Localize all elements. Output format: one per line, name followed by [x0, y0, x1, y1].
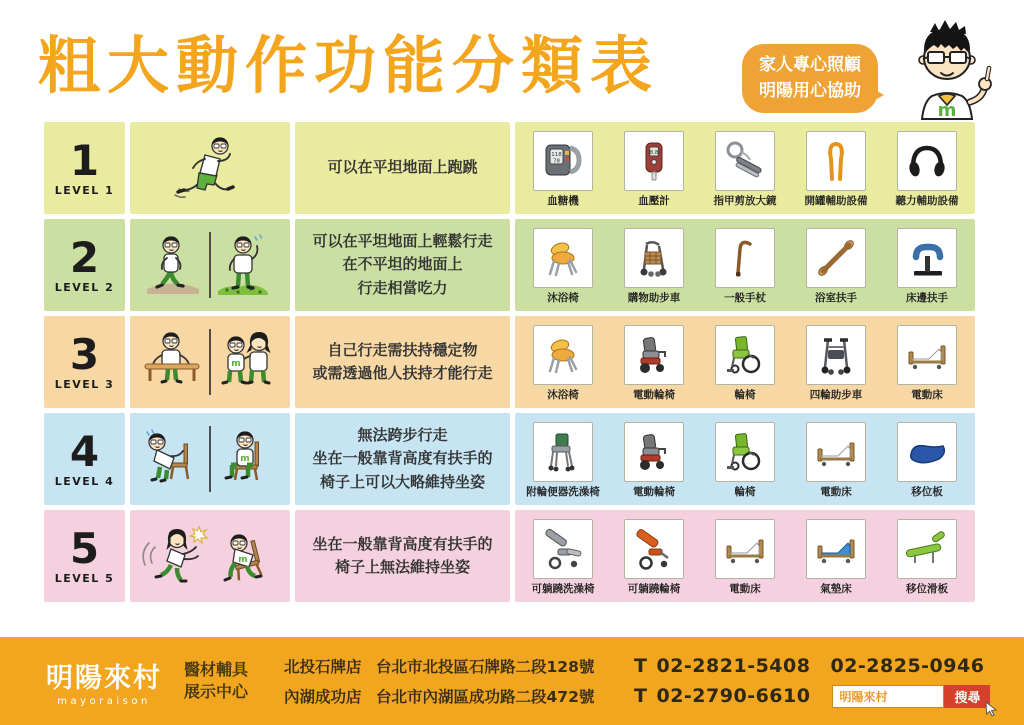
product-item: [882, 519, 972, 596]
footer: [0, 637, 1024, 725]
level-number: 1: [69, 135, 100, 185]
products-cell: [515, 122, 975, 214]
product-item: [700, 519, 790, 596]
store-row-neihu: [284, 685, 1004, 708]
product-item: [882, 228, 972, 305]
product-label: 沐浴椅: [547, 388, 579, 401]
description-cell: [295, 219, 510, 311]
brand-subtitle: [184, 659, 248, 704]
description-line: 椅子上可以大略維持坐姿: [319, 472, 485, 491]
description-line: 無法跨步行走: [357, 426, 448, 445]
store-phone: T 02-2790-6610: [634, 685, 811, 707]
description-line: 在不平坦的地面上: [342, 255, 463, 274]
level-cell: [44, 413, 125, 505]
product-item: [700, 422, 790, 499]
store-name: 內湖成功店: [284, 688, 362, 706]
product-label: 附輪便器洗澡椅: [526, 485, 600, 498]
product-label: 購物助步車: [627, 291, 681, 304]
level-row: [44, 413, 975, 505]
product-item: [609, 325, 699, 402]
description-line: 可以在平坦地面上跑跳: [327, 158, 478, 177]
cane-icon: [715, 228, 775, 288]
air-mattress-icon: [806, 519, 866, 579]
bed-rail-icon: [897, 228, 957, 288]
product-label: 電動床: [911, 388, 943, 401]
product-label: 可躺蹺輪椅: [627, 582, 681, 595]
svg-text:118: 118: [551, 151, 562, 158]
level-cell: [44, 219, 125, 311]
level-label: LEVEL 4: [54, 474, 115, 488]
product-label: 床邊扶手: [906, 291, 948, 304]
shower-chair-icon: [533, 325, 593, 385]
product-item: [791, 325, 881, 402]
description-line: 或需透過他人扶持才能行走: [312, 364, 493, 382]
brand-logo-en: mayoraison: [57, 695, 151, 707]
power-wheelchair-icon: [624, 325, 684, 385]
mascot-illustration: [888, 16, 1006, 120]
product-label: 開罐輔助設備: [804, 194, 868, 207]
level-label: LEVEL 5: [54, 571, 115, 585]
search-widget: [832, 685, 990, 708]
brand-block: [46, 656, 162, 707]
product-label: 血糖機: [547, 194, 579, 207]
glucose-meter-icon: [533, 131, 593, 191]
page-title: 粗大動作功能分類表: [38, 29, 660, 102]
level-row: [44, 122, 975, 214]
product-label: 沐浴椅: [547, 291, 579, 304]
level-cell: [44, 510, 125, 602]
product-item: [791, 422, 881, 499]
slide-board-icon: [897, 519, 957, 579]
product-label: 氣墊床: [820, 582, 852, 595]
power-wheelchair-icon: [624, 422, 684, 482]
product-label: 聽力輔助設備: [895, 194, 959, 207]
brand-logo: 明陽來村: [46, 662, 162, 694]
level-number: 3: [69, 329, 100, 379]
commode-chair-icon: [533, 422, 593, 482]
description-cell: [295, 122, 510, 214]
product-label: 電動床: [820, 485, 852, 498]
search-button[interactable]: 搜尋: [944, 685, 990, 708]
wheelchair-icon: [715, 422, 775, 482]
level-row: [44, 316, 975, 408]
store-address: 台北市內湖區成功路二段472號: [376, 688, 595, 706]
description-line: 行走相當吃力: [357, 278, 448, 297]
product-label: 移位板: [911, 485, 943, 498]
product-item: [518, 325, 608, 402]
description-cell: [295, 413, 510, 505]
svg-text:m: m: [937, 100, 957, 120]
rollator-icon: [806, 325, 866, 385]
description-line: 椅子上無法維持坐姿: [334, 558, 470, 576]
product-item: [518, 422, 608, 499]
product-item: [882, 325, 972, 402]
svg-text:m: m: [238, 555, 248, 565]
store-address: 台北市北投區石牌路二段128號: [376, 657, 595, 676]
description-line: 自己行走需扶持穩定物: [327, 340, 478, 359]
level-number: 5: [69, 523, 100, 573]
level-number: 2: [69, 232, 100, 282]
recline-wheelchair-icon: [624, 519, 684, 579]
product-item: [609, 228, 699, 305]
level-row: [44, 219, 975, 311]
level-cell: [44, 316, 125, 408]
chair-two-panel-illustration: [130, 413, 290, 505]
svg-text:m: m: [240, 454, 250, 464]
product-item: [791, 131, 881, 208]
product-label: 移位滑板: [906, 582, 948, 595]
level-number: 4: [69, 426, 100, 476]
store-phone: T 02-2821-5408: [634, 654, 811, 677]
product-item: [700, 325, 790, 402]
product-label: 電動床: [729, 582, 761, 595]
level-row: [44, 510, 975, 602]
product-item: [791, 228, 881, 305]
running-illustration: [130, 122, 290, 214]
description-line: 坐在一般靠背高度有扶手的: [312, 449, 493, 468]
product-label: 電動輪椅: [633, 388, 675, 401]
electric-bed-icon: [897, 325, 957, 385]
description-line: 可以在平坦地面上輕鬆行走: [312, 232, 493, 251]
product-label: 可躺蹺洗澡椅: [531, 582, 595, 595]
falling-illustration: [130, 510, 290, 602]
svg-text:78: 78: [553, 158, 560, 164]
product-item: [882, 422, 972, 499]
shower-chair-icon: [533, 228, 593, 288]
products-cell: [515, 413, 975, 505]
product-item: [518, 228, 608, 305]
brand-subtitle-line1: 醫材輔具: [184, 659, 249, 679]
product-item: [882, 131, 972, 208]
products-cell: [515, 219, 975, 311]
walking-two-panel-illustration: [130, 219, 290, 311]
product-label: 浴室扶手: [815, 291, 857, 304]
description-cell: [295, 510, 510, 602]
recline-shower-chair-icon: [533, 519, 593, 579]
product-item: [609, 519, 699, 596]
headphones-icon: [897, 131, 957, 191]
slogan-line1: 家人專心照顧: [759, 55, 861, 75]
products-cell: [515, 510, 975, 602]
svg-text:m: m: [231, 359, 241, 369]
product-item: [518, 519, 608, 596]
support-two-panel-illustration: [130, 316, 290, 408]
product-item: [518, 131, 608, 208]
product-label: 一般手杖: [724, 291, 766, 304]
transfer-board-icon: [897, 422, 957, 482]
product-item: [609, 422, 699, 499]
brand-subtitle-line2: 展示中心: [184, 682, 249, 701]
cursor-icon: [983, 700, 1001, 718]
product-label: 指甲剪放大鏡: [713, 194, 777, 207]
product-label: 電動輪椅: [633, 485, 675, 498]
level-label: LEVEL 3: [54, 377, 115, 391]
store-row-shipai: [284, 655, 1004, 677]
store-phone-2: 02-2825-0946: [830, 654, 985, 677]
product-label: 輪椅: [734, 388, 756, 401]
svg-text:8.8: 8.8: [649, 149, 659, 156]
electric-bed-icon: [806, 422, 866, 482]
grab-bar-icon: [806, 228, 866, 288]
products-cell: [515, 316, 975, 408]
slogan-bubble: [742, 44, 878, 113]
product-item: [700, 131, 790, 208]
can-opener-icon: [806, 131, 866, 191]
description-line: 坐在一般靠背高度有扶手的: [312, 534, 493, 553]
product-item: [791, 519, 881, 596]
product-item: [609, 131, 699, 208]
wheelchair-icon: [715, 325, 775, 385]
product-label: 血壓計: [638, 194, 670, 207]
description-cell: [295, 316, 510, 408]
shopping-walker-icon: [624, 228, 684, 288]
nail-clipper-magnifier-icon: [715, 131, 775, 191]
store-list: [284, 655, 1004, 708]
store-name: 北投石牌店: [284, 657, 362, 676]
product-label: 四輪助步車: [809, 388, 863, 401]
electric-bed-icon: [715, 519, 775, 579]
product-label: 輪椅: [734, 485, 756, 498]
slogan-line2: 明陽用心協助: [759, 80, 861, 101]
product-item: [700, 228, 790, 305]
level-cell: [44, 122, 125, 214]
classification-table: [44, 122, 975, 602]
level-label: LEVEL 2: [54, 280, 115, 294]
search-input[interactable]: [832, 685, 944, 708]
bp-meter-icon: [624, 131, 684, 191]
level-label: LEVEL 1: [54, 183, 115, 197]
